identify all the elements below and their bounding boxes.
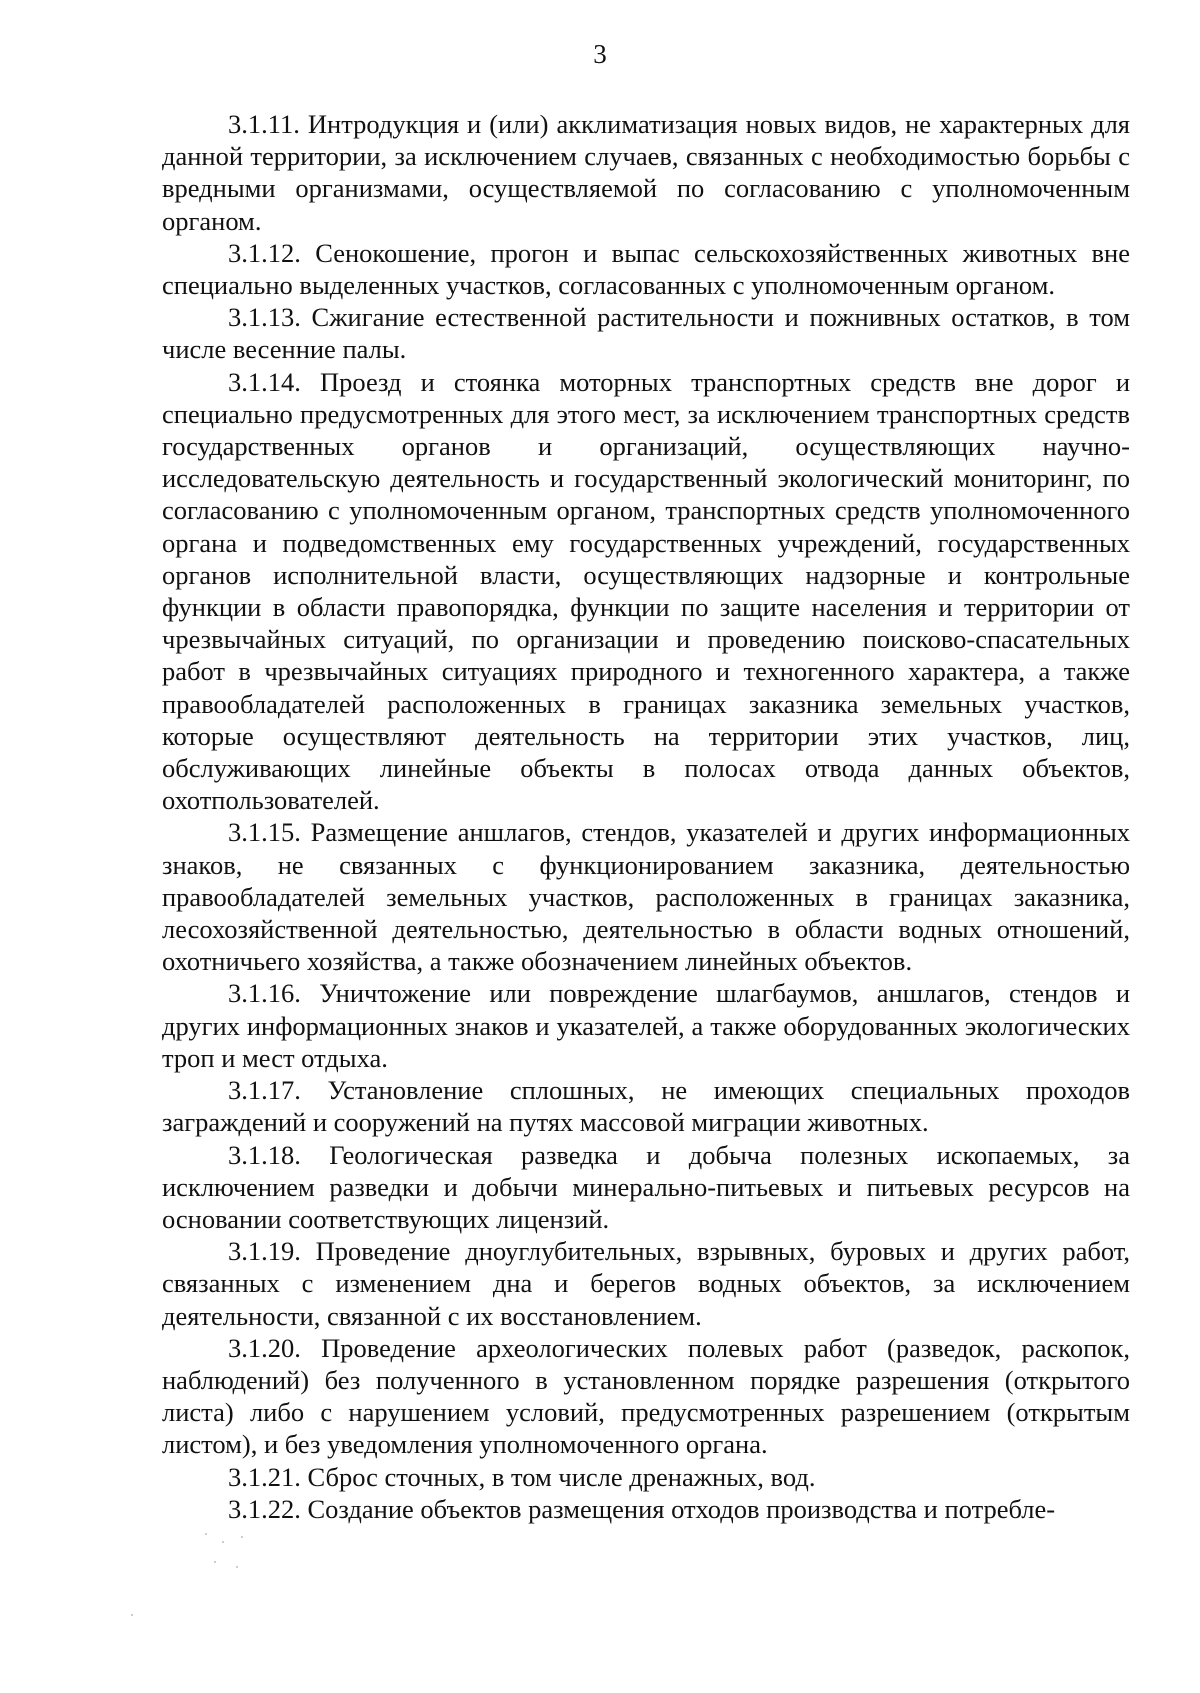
paragraph-text: Сброс сточных, в том числе дренажных, вод.	[307, 1461, 816, 1492]
paragraph-3-1-13	[162, 301, 1130, 365]
paragraph-3-1-12	[162, 237, 1130, 301]
paragraph-number: 3.1.15.	[228, 817, 301, 848]
paragraph-number: 3.1.19.	[228, 1236, 301, 1267]
paragraph-number: 3.1.14.	[228, 366, 301, 397]
scan-speck	[222, 1541, 224, 1543]
paragraph-number: 3.1.18.	[228, 1139, 301, 1170]
scan-speck	[131, 1614, 133, 1616]
paragraph-number: 3.1.12.	[228, 237, 301, 268]
paragraph-3-1-20	[162, 1332, 1130, 1461]
paragraph-number: 3.1.20.	[228, 1332, 301, 1363]
paragraph-text: Сжигание естественной растительности и пожнивных остатков, в том числе весенние палы.	[162, 302, 1130, 365]
paragraph-3-1-15	[162, 816, 1130, 977]
paragraph-3-1-16	[162, 977, 1130, 1074]
paragraph-text: Размещение аншлагов, стендов, указателей и других информационных знаков, не связанных с функционированием заказника, деятельностью правообладателей земельных участков, расположенных в границах заказника, лесохозяйственной деятельностью, деятельностью в области водных отношений, охотничьего хозяйства, а также обозначением линейных объектов.	[162, 817, 1131, 977]
scan-speck	[241, 1536, 243, 1538]
paragraph-number: 3.1.11.	[228, 109, 300, 139]
paragraph-text: Проведение археологических полевых работ (разведок, раскопок, наблюдений) без полученного в установленном порядке разрешения (открытого листа) либо с нарушением условий, предусмотренных разрешением (открытым листом), и без уведомления уполномоченного органа.	[162, 1332, 1131, 1460]
paragraph-text: Сенокошение, прогон и выпас сельскохозяйственных животных вне специально выделенных участков, согласованных с уполномоченным органом.	[162, 237, 1130, 301]
document-body	[162, 108, 1130, 1525]
paragraph-3-1-21	[162, 1461, 1130, 1493]
paragraph-3-1-18	[162, 1139, 1130, 1236]
paragraph-number: 3.1.21.	[228, 1461, 301, 1492]
paragraph-number: 3.1.22.	[228, 1493, 301, 1524]
paragraph-3-1-19	[162, 1235, 1130, 1332]
scan-speck	[214, 1561, 216, 1563]
paragraph-3-1-14	[162, 366, 1130, 817]
paragraph-text: Проезд и стоянка моторных транспортных средств вне дорог и специально предусмотренных для этого мест, за исключением транспортных средств государственных органов и организаций, осуществляющих научно-исследовательскую деятельность и государственный экологический мониторинг, по согласованию с уполномоченным органом, транспортных средств уполномоченного органа и подведомственных ему государственных учреждений, государственных органов исполнительной власти, осуществляющих надзорные и контрольные функции в области правопорядка, функции по защите населения и территории от чрезвычайных ситуаций, по организации и проведению поисково-спасательных работ в чрезвычайных ситуациях природного и техногенного характера, а также правообладателей расположенных в границах заказника земельных участков, которые осуществляют деятельность на территории этих участков, лиц, обслуживающих линейные объекты в полосах отвода данных объектов, охотпользователей.	[162, 366, 1130, 816]
paragraph-number: 3.1.16.	[228, 978, 301, 1009]
paragraph-text: Установление сплошных, не имеющих специальных проходов заграждений и сооружений на путях массовой миграции животных.	[162, 1075, 1130, 1138]
paragraph-text: Проведение дноуглубительных, взрывных, буровых и других работ, связанных с изменением дна и берегов водных объектов, за исключением деятельности, связанной с их восстановлением.	[162, 1236, 1131, 1331]
paragraph-number: 3.1.13.	[228, 302, 301, 333]
paragraph-text: Геологическая разведка и добыча полезных ископаемых, за исключением разведки и добычи минерально-питьевых и питьевых ресурсов на основании соответствующих лицензий.	[162, 1139, 1131, 1234]
paragraph-text: Интродукция и (или) акклиматизация новых видов, не характерных для данной территории, за исключением случаев, связанных с необходимостью борьбы с вредными организмами, осуществляемой по согласованию с уполномоченным органом.	[162, 109, 1130, 236]
scan-speck	[236, 1566, 238, 1568]
scan-speck	[205, 1533, 207, 1535]
page-number: 3	[593, 39, 607, 69]
paragraph-3-1-17	[162, 1074, 1130, 1138]
paragraph-text: Уничтожение или повреждение шлагбаумов, аншлагов, стендов и других информационных знаков и указателей, а также оборудованных экологических троп и мест отдыха.	[162, 978, 1130, 1073]
paragraph-3-1-11	[162, 108, 1130, 237]
paragraph-text: Создание объектов размещения отходов производства и потребле-	[307, 1493, 1056, 1524]
paragraph-3-1-22	[162, 1493, 1130, 1525]
paragraph-number: 3.1.17.	[228, 1075, 301, 1106]
